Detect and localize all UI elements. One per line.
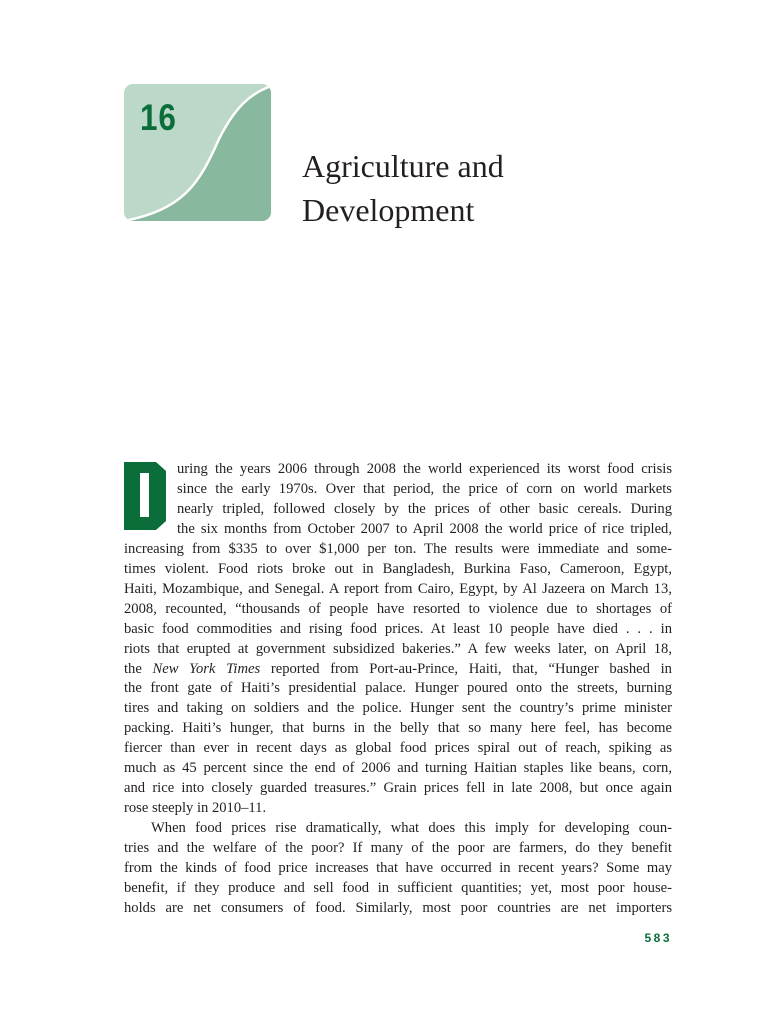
text-line: times violent. Food riots broke out in Bangladesh, Burkina Faso, Cameroon, Egypt, — [124, 560, 672, 577]
text-line: and rice into closely guarded treasures.” Grain prices fell in late 2008, but once again — [124, 780, 672, 797]
text-line: basic food commodities and rising food prices. At least 10 people have died . . . in — [124, 620, 672, 637]
text-segment: reported from Port-au-Prince, Haiti, that, “Hunger bashed in — [260, 660, 672, 677]
text-line: packing. Haiti’s hunger, that burns in the belly that so many here feel, has become — [124, 720, 672, 737]
text-line: Haiti, Mozambique, and Senegal. A report from Cairo, Egypt, by Al Jazeera on March 13, — [124, 580, 672, 597]
page-number: 583 — [644, 931, 672, 945]
newspaper-title: New York Times — [152, 660, 261, 677]
text-line: When food prices rise dramatically, what does this imply for developing coun- — [151, 820, 672, 837]
text-line: the six months from October 2007 to April 2008 the world price of rice tripled, — [177, 520, 672, 537]
text-line: benefit, if they produce and sell food in sufficient quantities; yet, most poor house- — [124, 879, 672, 896]
text-line: nearly tripled, followed closely by the prices of other basic cereals. During — [177, 500, 672, 517]
text-line — [124, 659, 672, 679]
chapter-title-line-1: Agriculture and — [302, 148, 504, 184]
drop-cap-d — [124, 462, 166, 530]
text-line: 2008, recounted, “thousands of people have resorted to violence due to shortages of — [124, 600, 672, 617]
text-line: uring the years 2006 through 2008 the world experienced its worst food crisis — [177, 461, 672, 477]
text-line: riots that erupted at government subsidized bakeries.” A few weeks later, on April 18, — [124, 640, 672, 657]
chapter-title-line-2: Development — [302, 192, 475, 228]
text-segment: the — [124, 660, 153, 677]
text-line: since the early 1970s. Over that period, the price of corn on world markets — [177, 480, 672, 497]
text-line: increasing from $335 to over $1,000 per ton. The results were immediate and some- — [124, 540, 672, 557]
text-line: fiercer than ever in recent days as global food prices spiral out of reach, spiking as — [124, 740, 672, 757]
text-line: tries and the welfare of the poor? If many of the poor are farmers, do they benefit — [124, 840, 672, 857]
text-line: tires and taking on soldiers and the police. Hunger sent the country’s prime minister — [124, 700, 672, 717]
text-line: much as 45 percent since the end of 2006 and turning Haitian staples like beans, corn, — [124, 760, 672, 777]
chapter-number: 16 — [140, 97, 177, 138]
text-line: from the kinds of food price increases that have occurred in recent years? Some may — [124, 860, 672, 876]
text-line: holds are net consumers of food. Similarly, most poor countries are net importers — [124, 899, 672, 916]
text-line: rose steeply in 2010–11. — [124, 800, 267, 817]
text-line: the front gate of Haiti’s presidential palace. Hunger poured onto the streets, burning — [124, 680, 672, 697]
